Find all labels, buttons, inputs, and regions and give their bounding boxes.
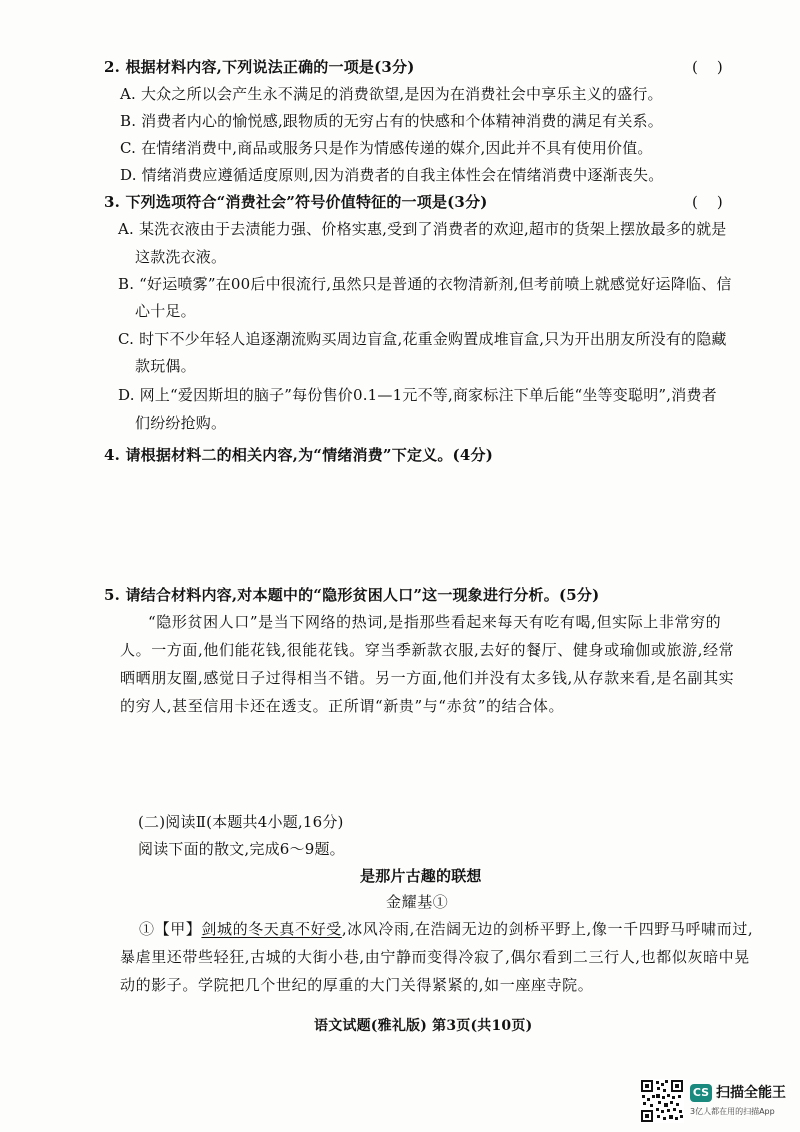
section-heading: (二)阅读Ⅱ(本题共4小题,16分) (138, 813, 344, 831)
q2-option-b: B. 消费者内心的愉悦感,跟物质的无穷占有的快感和个体精神消费的满足有关系。 (120, 112, 663, 130)
scanner-app-name: 扫描全能王 (716, 1085, 786, 1101)
essay-author: 金耀基① (386, 893, 449, 911)
q2-answer-paren: ( ) (692, 58, 723, 76)
scanner-slogan: 3亿人都在用的扫描App (690, 1107, 775, 1116)
page-footer: 语文试题(雅礼版) 第3页(共10页) (314, 1018, 533, 1034)
paragraph-line1-rest: ,冰风冷雨,在浩阔无边的剑桥平野上,像一千四野马呼啸而过, (341, 920, 754, 938)
underlined-sentence: 剑城的冬天真不好受 (201, 920, 342, 938)
q5-passage-line3: 晒晒朋友圈,感觉日子过得相当不错。另一方面,他们并没有太多钱,从存款来看,是名副其实 (120, 669, 735, 687)
q3-option-a-line1: A. 某洗衣液由于去渍能力强、价格实惠,受到了消费者的欢迎,超市的货架上摆放最多的就是 (118, 220, 727, 238)
q2-option-c: C. 在情绪消费中,商品或服务只是作为情感传递的媒介,因此并不具有使用价值。 (120, 139, 653, 157)
q3-option-d-line2: 们纷纷抢购。 (135, 414, 227, 432)
q3-option-c-line2: 款玩偶。 (135, 357, 196, 375)
q4-stem: 4. 请根据材料二的相关内容,为“情绪消费”下定义。(4分) (104, 446, 493, 464)
q5-passage-line2: 人。一方面,他们能花钱,很能花钱。穿当季新款衣服,去好的餐厅、健身或瑜伽或旅游,经常 (120, 641, 735, 659)
q3-option-c-line1: C. 时下不少年轻人追逐潮流购买周边盲盒,花重金购置成堆盲盒,只为开出朋友所没有的隐藏 (118, 330, 727, 348)
essay-paragraph-line3: 动的影子。学院把几个世纪的厚重的大门关得紧紧的,如一座座寺院。 (120, 976, 594, 994)
q2-stem: 2. 根据材料内容,下列说法正确的一项是(3分) (104, 58, 415, 76)
q5-passage-line1: “隐形贫困人口”是当下网络的热词,是指那些看起来每天有吃有喝,但实际上非常穷的 (148, 613, 722, 631)
q3-option-d-line1: D. 网上“爱因斯坦的脑子”每份售价0.1—1元不等,商家标注下单后能“坐等变聪明”,消费者 (118, 386, 717, 404)
q5-passage-line4: 的穷人,甚至信用卡还在透支。正所谓“新贵”与“赤贫”的结合体。 (120, 697, 565, 715)
paragraph-marker: ①【甲】 (139, 920, 202, 938)
q3-answer-paren: ( ) (692, 193, 723, 211)
q3-stem: 3. 下列选项符合“消费社会”符号价值特征的一项是(3分) (104, 193, 488, 211)
q3-option-b-line1: B. “好运喷雾”在00后中很流行,虽然只是普通的衣物清新剂,但考前喷上就感觉好运降临、信 (118, 275, 732, 293)
q2-option-a: A. 大众之所以会产生永不满足的消费欲望,是因为在消费社会中享乐主义的盛行。 (120, 85, 663, 103)
q3-option-b-line2: 心十足。 (135, 302, 196, 320)
camscanner-logo-icon: CS (690, 1084, 712, 1102)
q5-stem: 5. 请结合材料内容,对本题中的“隐形贫困人口”这一现象进行分析。(5分) (104, 586, 600, 604)
q2-option-d: D. 情绪消费应遵循适度原则,因为消费者的自我主体性会在情绪消费中逐渐丧失。 (120, 166, 664, 184)
essay-paragraph-line2: 暴虐里还带些轻狂,古城的大街小巷,由宁静而变得冷寂了,偶尔看到二三行人,也都似灰暗中晃 (120, 948, 750, 966)
essay-paragraph-line1 (139, 919, 753, 939)
section-instruction: 阅读下面的散文,完成6～9题。 (138, 840, 345, 858)
qr-code-icon (640, 1079, 684, 1123)
q3-option-a-line2: 这款洗衣液。 (135, 248, 227, 266)
essay-title: 是那片古趣的联想 (360, 867, 482, 885)
